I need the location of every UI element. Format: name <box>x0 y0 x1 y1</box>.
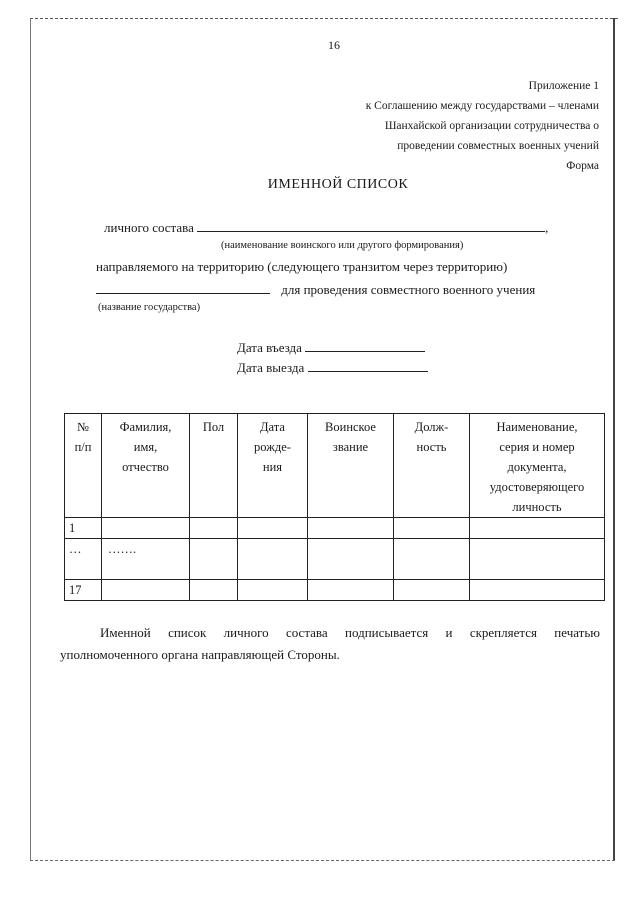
document-title: ИМЕННОЙ СПИСОК <box>267 177 409 192</box>
header-position: Долж- ность <box>394 414 470 518</box>
exercise-line <box>96 281 535 298</box>
header-full-name: Фамилия, имя, отчество <box>102 414 190 518</box>
row-rank-cell[interactable] <box>308 539 394 580</box>
appendix-line-3: Шанхайской организации сотрудничества о <box>384 120 599 132</box>
territory-line: направляемого на территорию (следующего транзитом через территорию) <box>96 259 508 274</box>
personnel-label: личного состава <box>104 220 194 235</box>
appendix-line-1: Приложение 1 <box>528 80 599 92</box>
row-sex-cell[interactable] <box>190 518 238 539</box>
table-header-row <box>65 414 605 518</box>
row-sex-cell[interactable] <box>190 580 238 601</box>
scan-border-left <box>30 18 31 860</box>
appendix-form-label: Форма <box>566 160 599 172</box>
header-id-document: Наименование, серия и номер документа, удостоверяющего личность <box>470 414 605 518</box>
appendix-line-4: проведении совместных военных учений <box>397 140 599 152</box>
entry-date-label: Дата въезда <box>237 340 302 355</box>
footer-line-1: Именной список личного состава подписывается и скрепляется печатью <box>100 625 600 640</box>
row-name-cell[interactable]: ……. <box>102 539 190 580</box>
table-row <box>65 580 605 601</box>
row-number: 17 <box>65 580 102 601</box>
footer-note <box>60 622 600 666</box>
scan-border-bottom <box>30 860 615 861</box>
row-number: 1 <box>65 518 102 539</box>
exit-date-blank[interactable] <box>308 359 428 372</box>
unit-name-blank[interactable] <box>197 219 545 232</box>
row-position-cell[interactable] <box>394 580 470 601</box>
row-rank-cell[interactable] <box>308 580 394 601</box>
scan-border-right <box>613 18 615 860</box>
header-sex: Пол <box>190 414 238 518</box>
exit-date-line <box>237 359 428 376</box>
row-birth-cell[interactable] <box>238 580 308 601</box>
row-name-cell[interactable] <box>102 518 190 539</box>
table-row <box>65 518 605 539</box>
row-name-cell[interactable] <box>102 580 190 601</box>
personnel-table <box>64 413 605 601</box>
entry-date-blank[interactable] <box>305 339 425 352</box>
exit-date-label: Дата выезда <box>237 360 305 375</box>
row-birth-cell[interactable] <box>238 539 308 580</box>
row-document-cell[interactable] <box>470 539 605 580</box>
page-number: 16 <box>328 38 340 52</box>
scan-border-top <box>30 18 618 19</box>
unit-name-caption: (наименование воинского или другого формирования) <box>221 240 464 251</box>
state-name-blank[interactable] <box>96 281 270 294</box>
row-document-cell[interactable] <box>470 518 605 539</box>
row-number: … <box>65 539 102 580</box>
row-birth-cell[interactable] <box>238 518 308 539</box>
row-rank-cell[interactable] <box>308 518 394 539</box>
header-military-rank: Воинское звание <box>308 414 394 518</box>
appendix-line-2: к Соглашению между государствами – членами <box>365 100 599 112</box>
entry-date-line <box>237 339 425 356</box>
exercise-text: для проведения совместного военного учения <box>281 282 536 297</box>
table-row <box>65 539 605 580</box>
header-birth-date: Дата рожде- ния <box>238 414 308 518</box>
row-position-cell[interactable] <box>394 518 470 539</box>
row-document-cell[interactable] <box>470 580 605 601</box>
footer-line-2: уполномоченного органа направляющей Стороны. <box>60 647 340 662</box>
personnel-comma: , <box>545 220 549 235</box>
row-position-cell[interactable] <box>394 539 470 580</box>
row-sex-cell[interactable] <box>190 539 238 580</box>
personnel-line <box>104 219 548 236</box>
state-name-caption: (название государства) <box>98 302 201 313</box>
header-number: № п/п <box>65 414 102 518</box>
